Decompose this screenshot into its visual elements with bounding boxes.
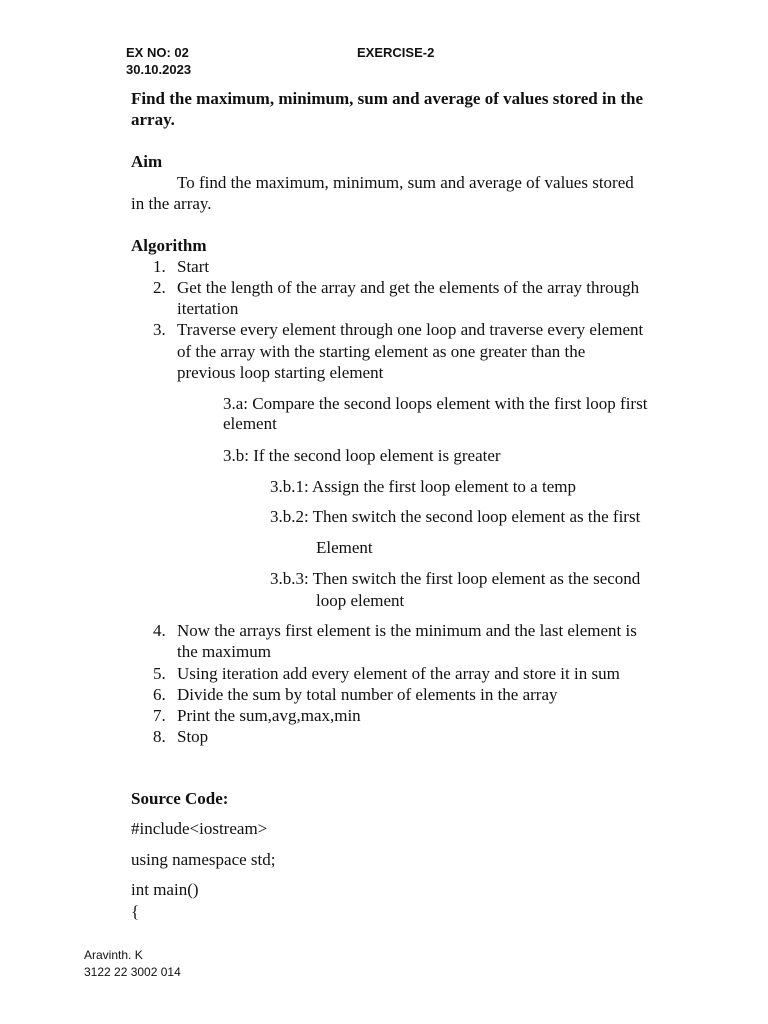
step-number: 5. bbox=[153, 664, 166, 683]
code-line: { bbox=[131, 902, 140, 921]
substep-3b2-continued: Element bbox=[316, 538, 373, 557]
substep-3a: 3.a: Compare the second loops element with the first loop first bbox=[223, 394, 648, 413]
step-text: previous loop starting element bbox=[177, 363, 384, 382]
substep-3b3-continued: loop element bbox=[316, 591, 405, 610]
exercise-title: EXERCISE-2 bbox=[357, 45, 435, 60]
step-text: itertation bbox=[177, 299, 239, 318]
title-line-1: Find the maximum, minimum, sum and average of values stored in the bbox=[131, 89, 644, 108]
step-number: 8. bbox=[153, 727, 166, 746]
step-text: Traverse every element through one loop and traverse every element bbox=[177, 320, 644, 339]
code-line: using namespace std; bbox=[131, 850, 276, 869]
exercise-date: 30.10.2023 bbox=[126, 62, 192, 77]
algorithm-heading: Algorithm bbox=[131, 236, 207, 255]
code-line: int main() bbox=[131, 880, 199, 899]
step-text: Start bbox=[177, 257, 210, 276]
step-number: 4. bbox=[153, 621, 166, 640]
step-number: 6. bbox=[153, 685, 166, 704]
step-number: 1. bbox=[153, 257, 166, 276]
step-text: Stop bbox=[177, 727, 209, 746]
step-number: 7. bbox=[153, 706, 166, 725]
source-code-heading: Source Code: bbox=[131, 789, 229, 808]
step-text: Print the sum,avg,max,min bbox=[177, 706, 361, 725]
title-line-2: array. bbox=[131, 110, 175, 129]
code-line: #include<iostream> bbox=[131, 819, 268, 838]
step-text: the maximum bbox=[177, 642, 271, 661]
aim-text-line-1: To find the maximum, minimum, sum and average of values stored bbox=[177, 173, 634, 192]
step-text: Now the arrays first element is the minimum and the last element is bbox=[177, 621, 637, 640]
substep-3b3: 3.b.3: Then switch the first loop element as the second bbox=[270, 569, 641, 588]
footer-roll-number: 3122 22 3002 014 bbox=[84, 965, 181, 979]
step-text: Using iteration add every element of the array and store it in sum bbox=[177, 664, 620, 683]
substep-3b: 3.b: If the second loop element is greater bbox=[223, 446, 501, 465]
step-text: of the array with the starting element as one greater than the bbox=[177, 342, 586, 361]
step-text: Divide the sum by total number of elements in the array bbox=[177, 685, 558, 704]
footer-name: Aravinth. K bbox=[84, 948, 143, 962]
step-text: Get the length of the array and get the elements of the array through bbox=[177, 278, 640, 297]
step-number: 3. bbox=[153, 320, 166, 339]
exercise-number: EX NO: 02 bbox=[126, 45, 189, 60]
aim-text-line-2: in the array. bbox=[131, 194, 212, 213]
step-number: 2. bbox=[153, 278, 166, 297]
substep-3a-continued: element bbox=[223, 414, 277, 433]
aim-heading: Aim bbox=[131, 152, 163, 171]
substep-3b2: 3.b.2: Then switch the second loop element as the first bbox=[270, 507, 641, 526]
substep-3b1: 3.b.1: Assign the first loop element to a temp bbox=[270, 477, 576, 496]
